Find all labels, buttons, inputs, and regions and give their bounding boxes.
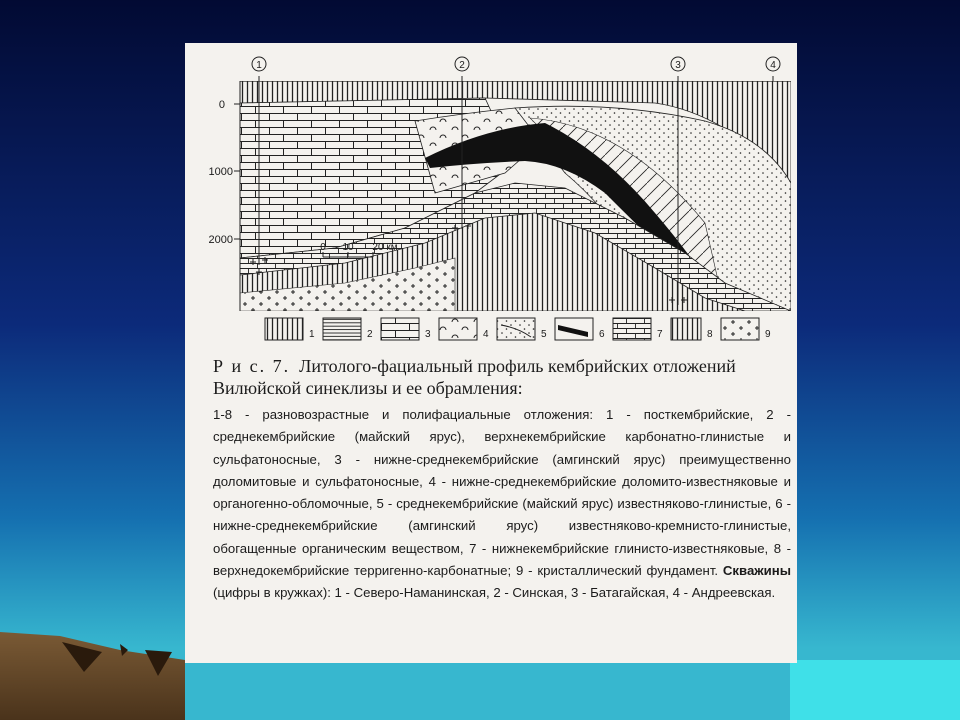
cyan-accent-block [790,660,960,720]
legend-swatch-8 [671,318,701,340]
scale-tick-20: 20 км [372,242,398,253]
caption-figure-number: Р и с. 7. [213,356,291,376]
caption-wells-text: (цифры в кружках): 1 - Северо-Наманинская, 2 - Синская, 3 - Батагайская, 4 - Андреевская. [213,585,776,601]
well-4-number: 4 [770,60,776,71]
legend-swatch-7 [613,318,651,340]
scale-tick-0: 0 [320,242,326,253]
legend-number-5: 5 [541,329,547,340]
caption-title-text: Литолого-фациальный профиль кембрийских отложений Вилюйской синеклизы и ее обрамления: [213,356,736,398]
scale-tick-10: 10 [342,242,354,253]
well-2-number: 2 [459,60,465,71]
legend-swatch-9 [721,318,759,340]
caption-title [213,355,791,399]
well-4 [766,57,780,81]
legend-number-1: 1 [309,329,315,340]
legend-swatch-4 [439,318,477,340]
well-3-number: 3 [675,60,681,71]
legend-number-9: 9 [765,329,771,340]
legend-number-3: 3 [425,329,431,340]
depth-axis [209,81,240,311]
caption-legend-text: 1-8 - разновозрастные и полифациальные отложения: 1 - посткембрийские, 2 - среднекембрийские (майский ярус), верхнекембрийские карбонатно-глинистые и сульфатоносные, 3 - нижне-среднекембрийские (амгинский ярус) преимущественно доломитовые и сульфатоносные, 4 - нижне-среднекембрийские доломито-известняковые и органогенно-обломочные, 5 - среднекембрийские (майский ярус) известняково-глинистые, 6 - нижне-среднекембрийские (амгинский ярус) известняково-кремнисто-глинистые, обогащенные органическим веществом, 7 - нижнекембрийские глинисто-известняковые, 8 - верхнедокембрийские терригенно-карбонатные; 9 - кристаллический фундамент. [213,407,791,579]
well-1-number: 1 [256,60,262,71]
figure-panel [185,43,797,663]
legend-swatch-1 [265,318,303,340]
legend-number-6: 6 [599,329,605,340]
depth-label-1000: 1000 [208,166,233,178]
legend-swatch-3 [381,318,419,340]
lithofacies-profile-diagram [185,43,797,398]
legend-number-4: 4 [483,329,489,340]
legend [265,318,771,340]
legend-swatch-2 [323,318,361,340]
cross-section [240,81,791,311]
depth-label-0: 0 [218,99,225,111]
caption-body [213,404,791,605]
caption-wells-heading: Скважины [722,563,791,579]
figure-caption [213,355,791,605]
depth-label-2000: 2000 [208,234,233,246]
legend-number-8: 8 [707,329,713,340]
legend-number-2: 2 [367,329,373,340]
legend-number-7: 7 [657,329,663,340]
